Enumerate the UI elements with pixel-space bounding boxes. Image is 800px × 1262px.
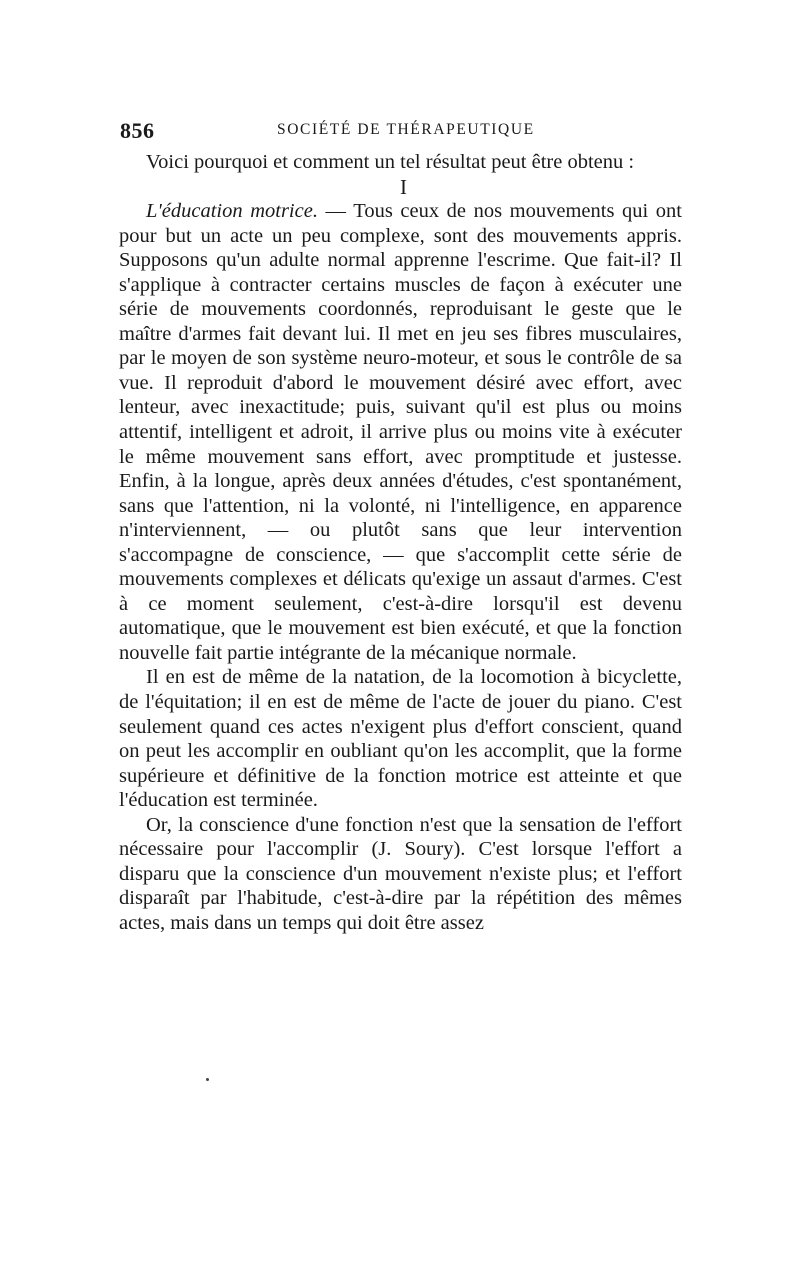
- paragraph: Il en est de même de la natation, de la locomotion à bicyclette, de l'équitation; il en est de même de l'acte de jouer du piano. C'est seulement quand ces actes n'exigent plus d'effort conscient, quand on peut les accomplir en oubliant qu'on les accomplit, que la forme supérieure et définitive de la fonction motrice est atteinte et que l'éducation est terminée.: [119, 666, 682, 812]
- print-speck: [206, 1078, 209, 1081]
- paragraph: Or, la conscience d'une fonction n'est que la sensation de l'effort nécessaire pour l'accomplir (J. Soury). C'est lorsque l'effort a disparu que la conscience d'un mouvement n'existe plus; et l'effort disparaît par l'habitude, c'est-à-dire par la répétition des mêmes actes, mais dans un temps qui doit être assez: [119, 813, 682, 934]
- intro-line: Voici pourquoi et comment un tel résultat peut être obtenu :: [146, 151, 635, 173]
- body-text: [119, 150, 682, 936]
- section-title: L'éducation motrice.: [146, 200, 318, 223]
- page-number: 856: [120, 118, 155, 143]
- running-title: SOCIÉTÉ DE THÉRAPEUTIQUE: [277, 121, 535, 138]
- page-header: [0, 118, 800, 144]
- paragraph-text: — Tous ceux de nos mouvements qui ont pour but un acte un peu complexe, sont des mouvements appris. Supposons qu'un adulte normal apprenne l'escrime. Que fait-il? Il s'applique à contracter certains muscles de façon à exécuter une série de mouvements coordonnés, reproduisant le geste que le maître d'armes fait devant lui. Il met en jeu ses fibres musculaires, par le moyen de son système neuro-moteur, et sous le contrôle de sa vue. Il reproduit d'abord le mouvement désiré avec effort, avec lenteur, avec inexactitude; puis, suivant qu'il est plus ou moins attentif, intelligent et adroit, il arrive plus ou moins vite à exécuter le même mouvement sans effort, avec promptitude et justesse. Enfin, à la longue, après deux années d'études, c'est spontanément, sans que l'attention, ni la volonté, ni l'intelligence, en apparence n'interviennent, — ou plutôt sans que leur intervention s'accompagne de conscience, — que s'accomplit cette série de mouvements complexes et délicats qu'exige un assaut d'armes. C'est à ce moment seulement, c'est-à-dire lorsqu'il est devenu automatique, que le mouvement est bien exécuté, et que la fonction nouvelle fait partie intégrante de la mécanique normale.: [119, 200, 682, 664]
- paragraph: [119, 199, 682, 665]
- section-number: I: [400, 174, 407, 199]
